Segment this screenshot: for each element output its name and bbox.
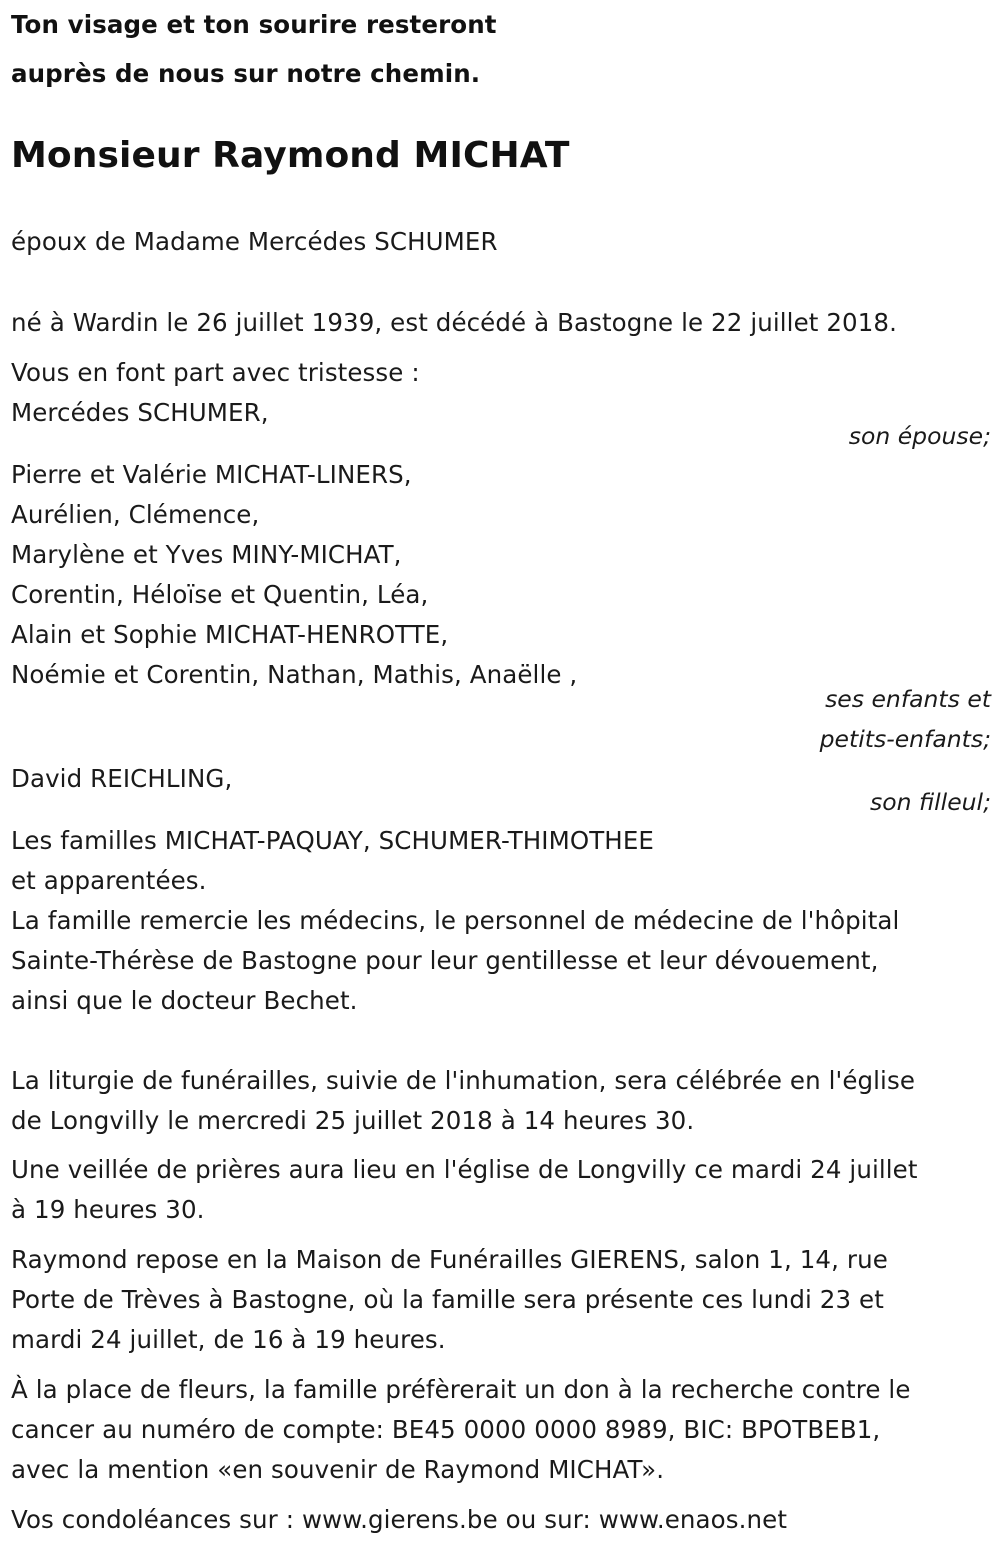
thanks-line-2: Sainte-Thérèse de Bastogne pour leur gentillesse et leur dévouement, bbox=[11, 946, 879, 975]
visitation-line-2: Porte de Trèves à Bastogne, où la famille sera présente ces lundi 23 et bbox=[11, 1285, 884, 1314]
family-child-line: Pierre et Valérie MICHAT-LINERS, bbox=[11, 460, 412, 489]
family-child-line: Marylène et Yves MINY-MICHAT, bbox=[11, 540, 402, 569]
family-child-line: Aurélien, Clémence, bbox=[11, 500, 260, 529]
donation-line-1: À la place de fleurs, la famille préfèrerait un don à la recherche contre le bbox=[11, 1375, 911, 1404]
donation-line-3: avec la mention «en souvenir de Raymond MICHAT». bbox=[11, 1455, 665, 1484]
motto-line-2: auprès de nous sur notre chemin. bbox=[11, 59, 481, 88]
family-spouse-name: Mercédes SCHUMER, bbox=[11, 398, 269, 427]
family-spouse-role: son épouse; bbox=[848, 422, 991, 450]
birth-death-line: né à Wardin le 26 juillet 1939, est décédé à Bastogne le 22 juillet 2018. bbox=[11, 308, 897, 337]
vigil-line-2: à 19 heures 30. bbox=[11, 1195, 205, 1224]
family-children-role-line-1: ses enfants et bbox=[825, 685, 991, 713]
motto-line-1: Ton visage et ton sourire resteront bbox=[11, 10, 497, 39]
family-child-line: Corentin, Héloïse et Quentin, Léa, bbox=[11, 580, 429, 609]
families-line-2: et apparentées. bbox=[11, 866, 207, 895]
spouse-line: époux de Madame Mercédes SCHUMER bbox=[11, 227, 498, 256]
family-children-role-line-2: petits-enfants; bbox=[819, 725, 991, 753]
obituary-notice bbox=[11, 0, 991, 1555]
family-godson-name: David REICHLING, bbox=[11, 764, 233, 793]
thanks-line-1: La famille remercie les médecins, le personnel de médecine de l'hôpital bbox=[11, 906, 900, 935]
families-line-1: Les familles MICHAT-PAQUAY, SCHUMER-THIMOTHEE bbox=[11, 826, 654, 855]
announcement-intro: Vous en font part avec tristesse : bbox=[11, 358, 420, 387]
funeral-line-1: La liturgie de funérailles, suivie de l'inhumation, sera célébrée en l'église bbox=[11, 1066, 916, 1095]
condolences-line: Vos condoléances sur : www.gierens.be ou sur: www.enaos.net bbox=[11, 1505, 788, 1534]
thanks-line-3: ainsi que le docteur Bechet. bbox=[11, 986, 358, 1015]
family-child-line: Noémie et Corentin, Nathan, Mathis, Anaëlle , bbox=[11, 660, 578, 689]
visitation-line-1: Raymond repose en la Maison de Funérailles GIERENS, salon 1, 14, rue bbox=[11, 1245, 888, 1274]
donation-line-2: cancer au numéro de compte: BE45 0000 0000 8989, BIC: BPOTBEB1, bbox=[11, 1415, 881, 1444]
visitation-line-3: mardi 24 juillet, de 16 à 19 heures. bbox=[11, 1325, 446, 1354]
family-godson-role: son filleul; bbox=[869, 788, 991, 816]
vigil-line-1: Une veillée de prières aura lieu en l'église de Longvilly ce mardi 24 juillet bbox=[11, 1155, 918, 1184]
deceased-name: Monsieur Raymond MICHAT bbox=[11, 135, 570, 176]
funeral-line-2: de Longvilly le mercredi 25 juillet 2018 à 14 heures 30. bbox=[11, 1106, 695, 1135]
family-child-line: Alain et Sophie MICHAT-HENROTTE, bbox=[11, 620, 449, 649]
